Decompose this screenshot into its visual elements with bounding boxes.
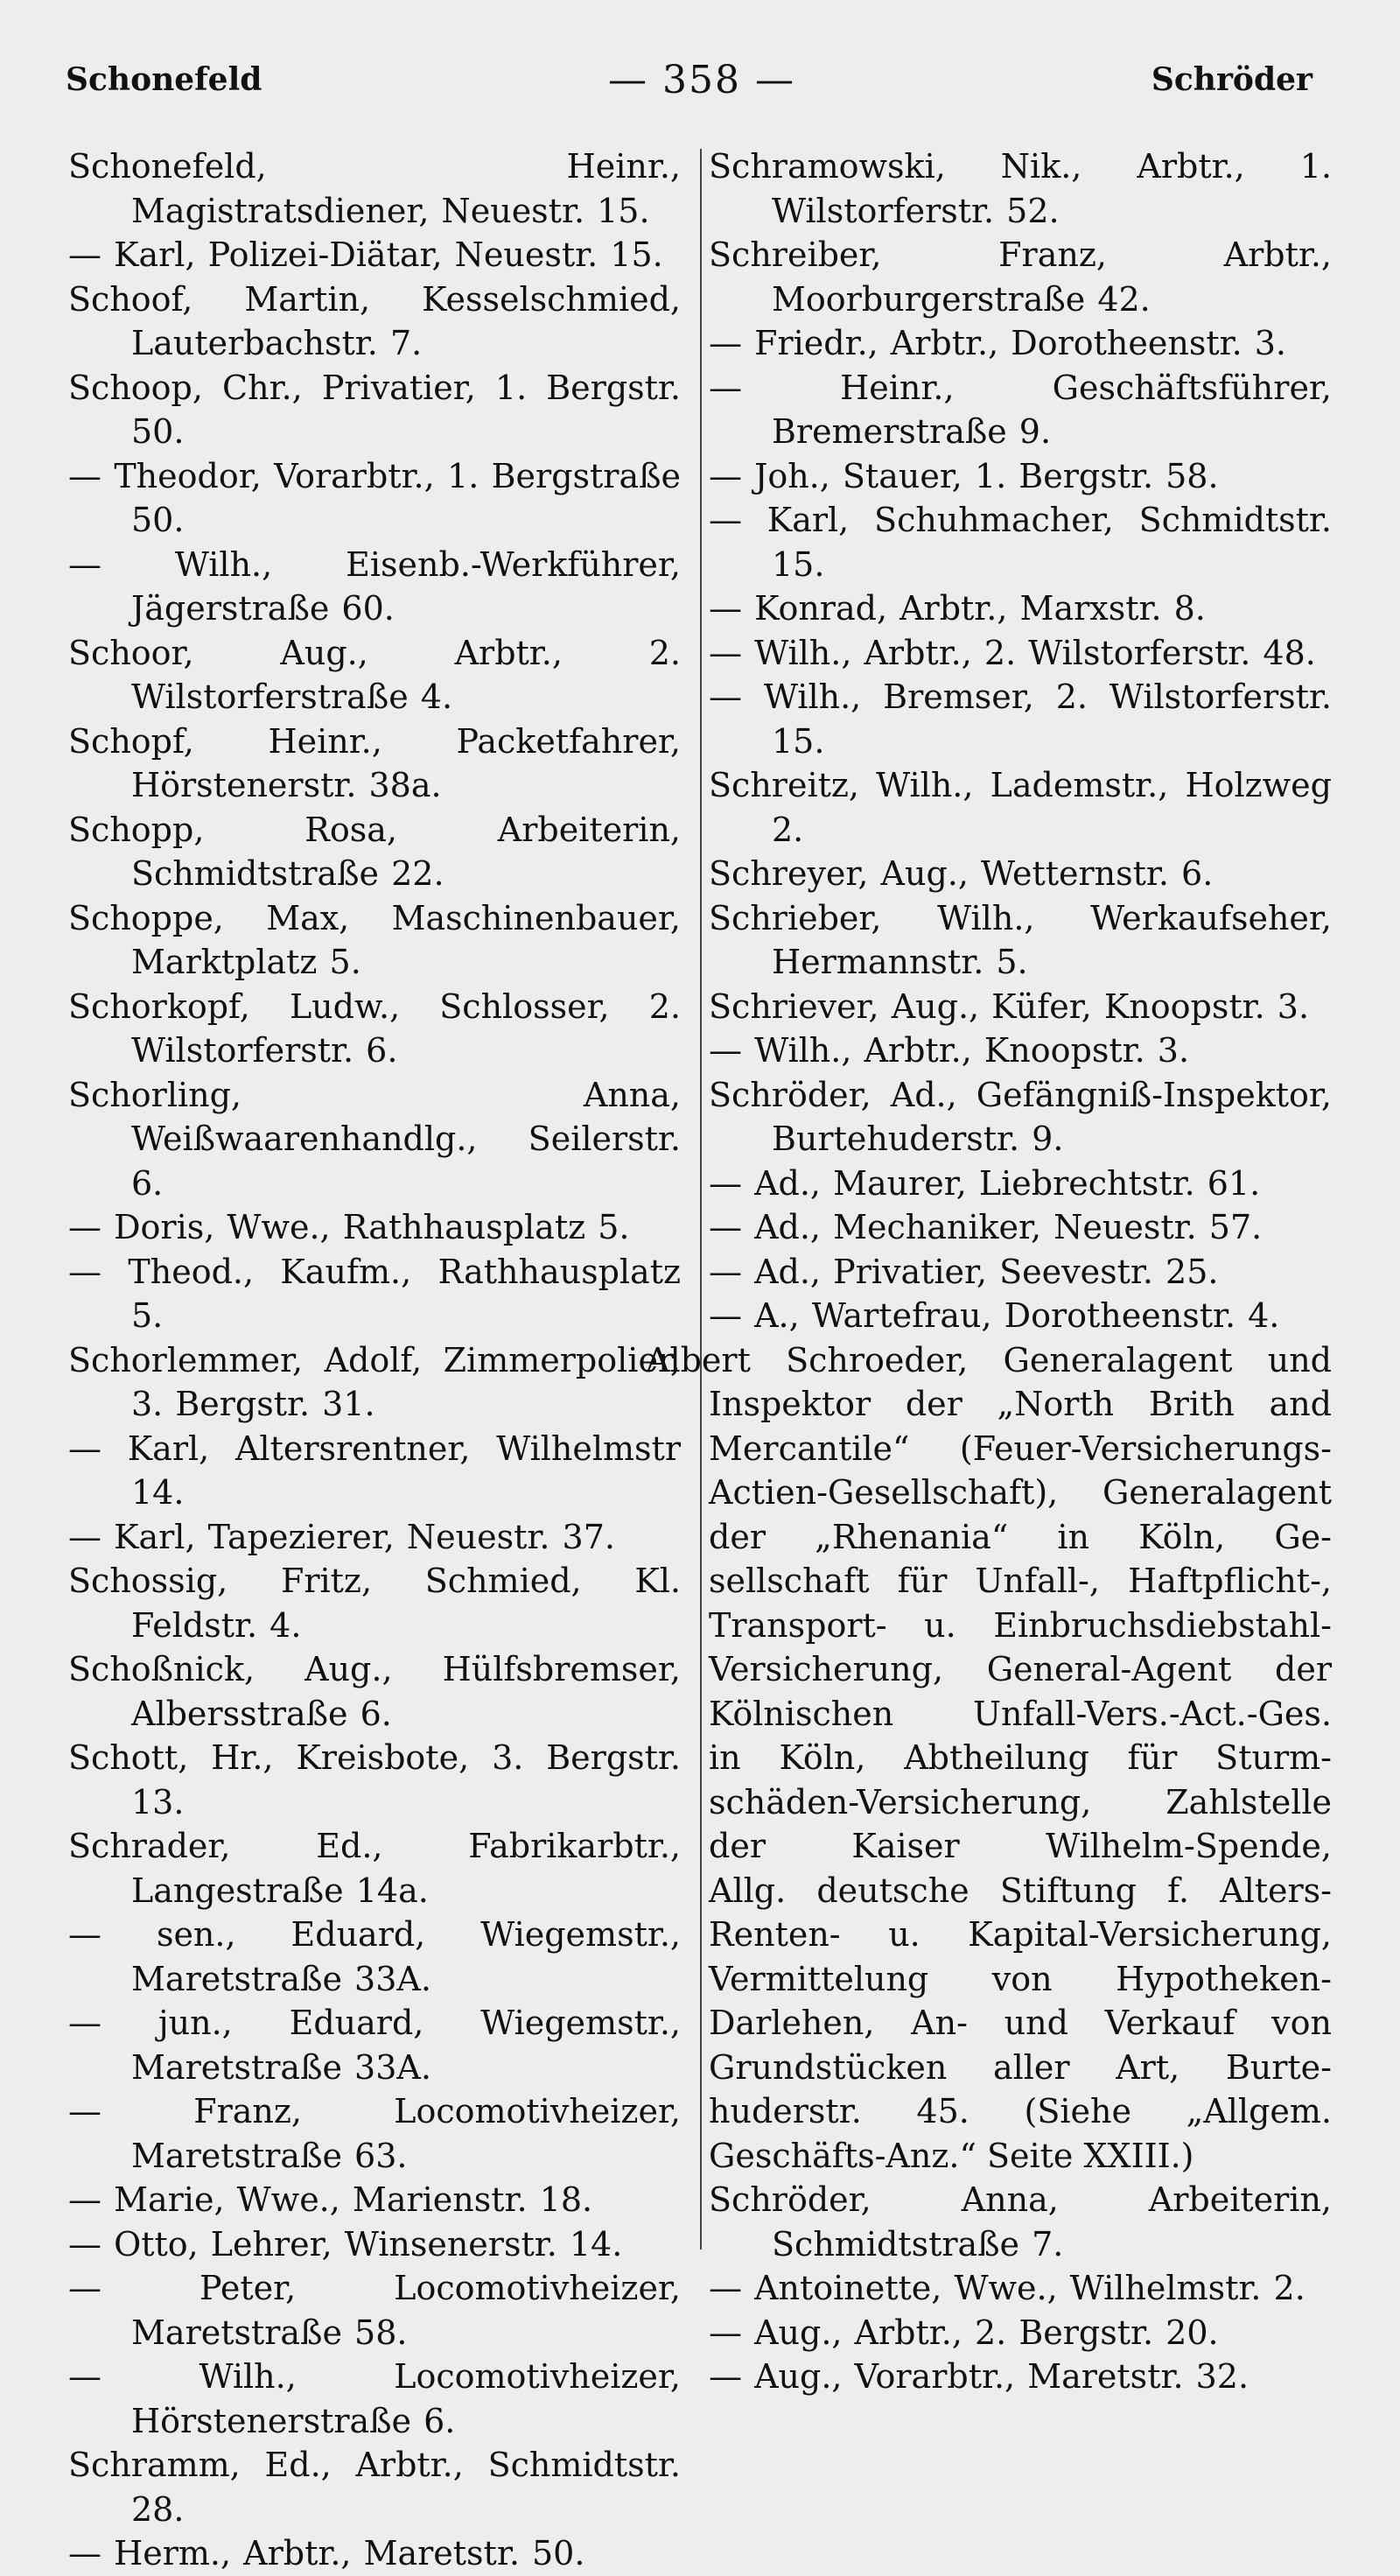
- directory-entry: Schoop, Chr., Privatier, 1. Bergstr. 50.: [68, 368, 681, 451]
- directory-entry: Schorlemmer, Adolf, Zimmerpolier, 3. Bergstr. 31.: [68, 1340, 681, 1423]
- directory-entry: — sen., Eduard, Wiegemstr., Maretstraße 33A.: [68, 1915, 681, 1998]
- notice-line: Actien-Gesellschaft), Generalagent: [709, 1473, 1332, 1512]
- directory-entry: Schreitz, Wilh., Lademstr., Holzweg 2.: [709, 766, 1332, 849]
- directory-entry: — Wilh., Arbtr., 2. Wilstorferstr. 48.: [709, 633, 1316, 672]
- directory-entry: — Otto, Lehrer, Winsenerstr. 14.: [68, 2224, 623, 2264]
- notice-line: Versicherung, General-Agent der: [709, 1650, 1332, 1688]
- notice-line: huderstr. 45. (Siehe „Allgem.: [709, 2092, 1332, 2130]
- advertisement-notice: [646, 1338, 1332, 2179]
- notice-line: Allg. deutsche Stiftung f. Alters-: [709, 1871, 1332, 1910]
- left-column: [68, 144, 681, 2576]
- notice-line: Renten- u. Kapital-Versicherung,: [709, 1915, 1332, 1954]
- directory-entry: — Wilh., Arbtr., Knoopstr. 3.: [709, 1031, 1190, 1070]
- directory-entry: — Karl, Altersrentner, Wilhelmstr 14.: [68, 1428, 681, 1512]
- directory-entry: Schramm, Ed., Arbtr., Schmidtstr. 28.: [68, 2446, 681, 2529]
- directory-entry: — Karl, Tapezierer, Neuestr. 37.: [68, 1517, 615, 1556]
- directory-entry: — Ad., Maurer, Liebrechtstr. 61.: [709, 1163, 1261, 1203]
- directory-entry: — Aug., Vorarbtr., Maretstr. 32.: [709, 2357, 1250, 2396]
- notice-line: in Köln, Abtheilung für Sturm-: [709, 1738, 1332, 1777]
- directory-entry: Schoor, Aug., Arbtr., 2. Wilstorferstraße 4.: [68, 633, 681, 716]
- directory-entry: — Aug., Arbtr., 2. Bergstr. 20.: [709, 2313, 1219, 2352]
- header-left-keyword: Schonefeld: [66, 61, 262, 98]
- directory-entry: — Friedr., Arbtr., Dorotheenstr. 3.: [709, 324, 1286, 362]
- directory-entry: — Joh., Stauer, 1. Bergstr. 58.: [709, 456, 1219, 495]
- notice-line: der Kaiser Wilhelm-Spende,: [709, 1827, 1332, 1865]
- notice-line: schäden-Versicherung, Zahlstelle: [709, 1782, 1332, 1821]
- column-divider: [700, 149, 702, 2250]
- notice-line: Darlehen, An- und Verkauf von: [709, 2004, 1332, 2042]
- directory-entry: — Peter, Locomotivheizer, Maretstraße 58.: [68, 2269, 681, 2352]
- directory-entry: Schrader, Ed., Fabrikarbtr., Langestraße 14a.: [68, 1827, 681, 1910]
- notice-line: Kölnischen Unfall-Vers.-Act.-Ges.: [709, 1694, 1332, 1733]
- directory-entry: — Wilh., Locomotivheizer, Hörstenerstraße 6.: [68, 2357, 681, 2440]
- directory-entry: — Doris, Wwe., Rathhausplatz 5.: [68, 1208, 630, 1246]
- directory-entry: — Theod., Kaufm., Rathhausplatz 5.: [68, 1252, 681, 1335]
- notice-line: Grundstücken aller Art, Burte-: [709, 2047, 1332, 2087]
- directory-entry: Schopp, Rosa, Arbeiterin, Schmidtstraße 22.: [68, 810, 681, 893]
- directory-entry: — Franz, Locomotivheizer, Maretstraße 63.: [68, 2092, 681, 2175]
- directory-entry: Schorling, Anna, Weißwaarenhandlg., Seilerstr. 6.: [68, 1075, 681, 1203]
- page-number: — 358 —: [608, 58, 795, 102]
- directory-entry: — jun., Eduard, Wiegemstr., Maretstraße 33A.: [68, 2004, 681, 2087]
- notice-line: der „Rhenania“ in Köln, Ge-: [709, 1517, 1332, 1556]
- directory-entry: — Karl, Schuhmacher, Schmidtstr. 15.: [709, 501, 1332, 584]
- directory-entry: Schoßnick, Aug., Hülfsbremser, Albersstraße 6.: [68, 1650, 681, 1733]
- notice-line: Geschäfts-Anz.“ Seite XXIII.): [709, 2136, 1194, 2175]
- directory-entry: — Wilh., Bremser, 2. Wilstorferstr. 15.: [709, 677, 1332, 761]
- directory-entry: Schreiber, Franz, Arbtr., Moorburgerstraße 42.: [709, 235, 1332, 319]
- directory-entry: — Heinr., Geschäftsführer, Bremerstraße 9.: [709, 368, 1332, 451]
- header-right-keyword: Schröder: [1151, 61, 1312, 98]
- directory-entry: Schossig, Fritz, Schmied, Kl. Feldstr. 4.: [68, 1562, 681, 1645]
- directory-entry: — Ad., Privatier, Seevestr. 25.: [709, 1252, 1219, 1291]
- notice-line: Albert Schroeder, Generalagent und: [646, 1340, 1332, 1379]
- directory-entry: Schramowski, Nik., Arbtr., 1. Wilstorferstr. 52.: [709, 147, 1332, 230]
- notice-line: Inspektor der „North Brith and: [709, 1385, 1332, 1423]
- notice-line: Vermittelung von Hypotheken-: [709, 1959, 1332, 1998]
- directory-entry: Schott, Hr., Kreisbote, 3. Bergstr. 13.: [68, 1738, 681, 1821]
- directory-entry: Schopf, Heinr., Packetfahrer, Hörstenerstr. 38a.: [68, 721, 681, 804]
- directory-entry: Schoppe, Max, Maschinenbauer, Marktplatz 5.: [68, 898, 681, 981]
- directory-entry: — Antoinette, Wwe., Wilhelmstr. 2.: [709, 2269, 1306, 2307]
- directory-entry: — Marie, Wwe., Marienstr. 18.: [68, 2180, 593, 2219]
- directory-entry: Schröder, Ad., Gefängniß-Inspektor, Burtehuderstr. 9.: [709, 1075, 1332, 1158]
- directory-entry: — Ad., Mechaniker, Neuestr. 57.: [709, 1208, 1263, 1246]
- directory-entry: — Karl, Polizei-Diätar, Neuestr. 15.: [68, 235, 663, 274]
- notice-line: Transport- u. Einbruchsdiebstahl-: [709, 1605, 1332, 1645]
- directory-entry: Schröder, Anna, Arbeiterin, Schmidtstraße 7.: [709, 2180, 1332, 2264]
- directory-entry: — Herm., Arbtr., Maretstr. 50.: [68, 2534, 585, 2572]
- right-column: [646, 144, 1332, 2399]
- directory-entry: Schoof, Martin, Kesselschmied, Lauterbachstr. 7.: [68, 279, 681, 362]
- directory-entry: Schreyer, Aug., Wetternstr. 6.: [709, 854, 1214, 893]
- page-header: [66, 58, 1312, 114]
- directory-entry: Schrieber, Wilh., Werkaufseher, Hermannstr. 5.: [709, 898, 1332, 981]
- directory-entry: Schonefeld, Heinr., Magistratsdiener, Neuestr. 15.: [68, 147, 681, 230]
- directory-entry: — Konrad, Arbtr., Marxstr. 8.: [709, 589, 1206, 628]
- directory-entry: Schriever, Aug., Küfer, Knoopstr. 3.: [709, 986, 1310, 1026]
- directory-entry: — Wilh., Eisenb.-Werkführer, Jägerstraße 60.: [68, 544, 681, 628]
- notice-line: sellschaft für Unfall-, Haftpflicht-,: [709, 1562, 1332, 1600]
- notice-line: Mercantile“ (Feuer-Versicherungs-: [709, 1428, 1332, 1468]
- directory-entry: Schorkopf, Ludw., Schlosser, 2. Wilstorferstr. 6.: [68, 986, 681, 1070]
- directory-entry: — Theodor, Vorarbtr., 1. Bergstraße 50.: [68, 456, 681, 539]
- directory-entry: — A., Wartefrau, Dorotheenstr. 4.: [709, 1296, 1280, 1335]
